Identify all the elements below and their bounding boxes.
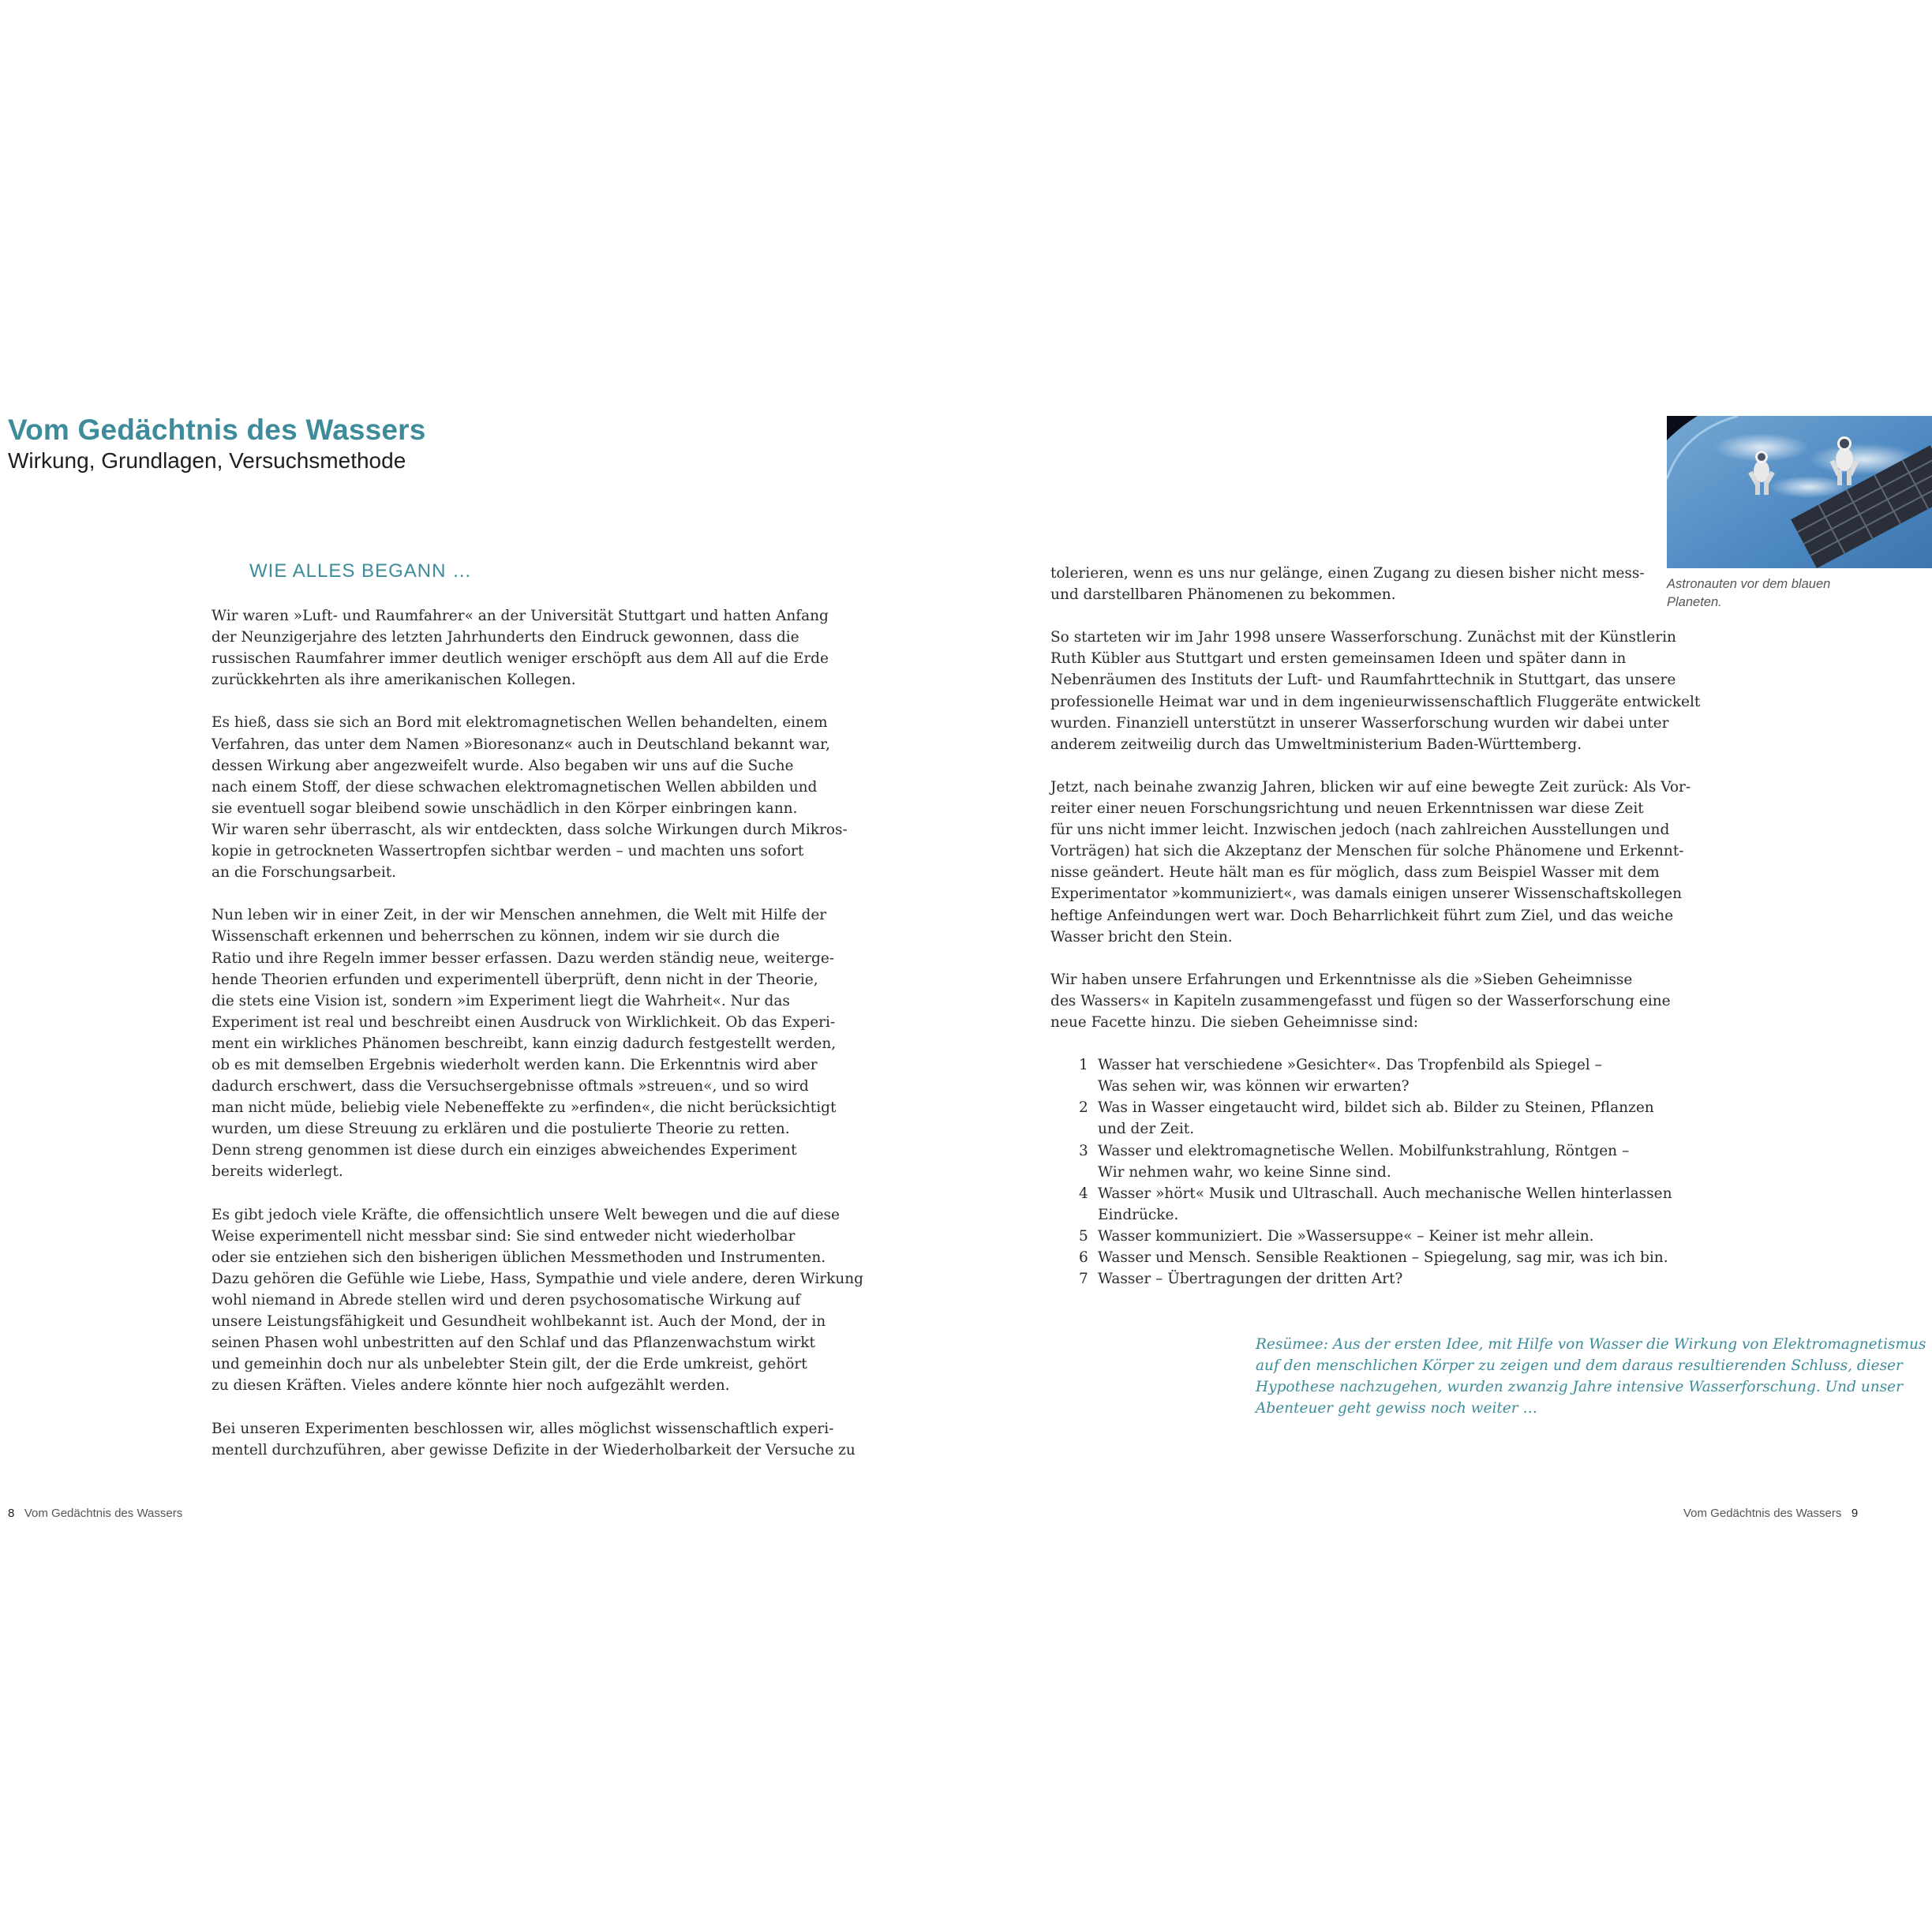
secret-number: 1 [1079,1057,1088,1074]
text-line: russischen Raumfahrer immer deutlich weniger erschöpft aus dem All auf die Erde [212,650,829,668]
text-line: Wir waren sehr überrascht, als wir entdeckten, dass solche Wirkungen durch Mikros- [212,821,848,838]
secret-list-item [1050,1118,1700,1140]
text-line: Ruth Kübler aus Stuttgart und ersten gemeinsamen Ideen und später dann in [1050,650,1627,668]
resume-line: Resümee: Aus der ersten Idee, mit Hilfe von Wasser die Wirkung von Elektromagnetismus [1256,1336,1926,1353]
left-paragraph [212,1204,863,1397]
text-line: dadurch erschwert, dass die Versuchsergebnisse oftmals »streuen«, und so wird [212,1078,809,1095]
text-line: reiter einer neuen Forschungsrichtung und neuen Erkenntnissen war diese Zeit [1050,800,1644,818]
text-line: Vorträgen) hat sich die Akzeptanz der Menschen für solche Phänomene und Erkennt- [1050,843,1684,860]
text-line: sie eventuell sogar bleibend sowie unschädlich in den Körper einbringen kann. [212,799,798,817]
text-line: Experiment ist real und beschreibt einen Ausdruck von Wirklichkeit. Ob das Experi- [212,1013,836,1031]
page-number-right: 9 [1851,1507,1859,1520]
text-line: heftige Anfeindungen wert war. Doch Beharrlichkeit führt zum Ziel, und das weiche [1050,907,1674,924]
right-paragraph [1050,563,1700,605]
text-line: Jetzt, nach beinahe zwanzig Jahren, blicken wir auf eine bewegte Zeit zurück: Als Vor- [1050,778,1691,796]
secret-text: Wasser »hört« Musik und Ultraschall. Auch mechanische Wellen hinterlassen [1098,1185,1672,1202]
secret-text: und der Zeit. [1098,1121,1195,1138]
text-line: der Neunzigerjahre des letzten Jahrhunderts den Eindruck gewonnen, dass die [212,629,799,646]
secret-text: Was sehen wir, was können wir erwarten? [1098,1078,1410,1095]
text-line: Wissenschaft erkennen und beherrschen zu können, indem wir sie durch die [212,928,780,945]
text-line: wohl niemand in Abrede stellen wird und deren psychosomatische Wirkung auf [212,1292,801,1309]
text-line: Nebenräumen des Instituts der Luft- und Raumfahrttechnik in Stuttgart, das unsere [1050,672,1676,689]
text-line: kopie in getrockneten Wassertropfen sichtbar werden – und machten uns sofort [212,843,804,860]
secret-list-item [1050,1054,1700,1076]
text-line: des Wassers« in Kapiteln zusammengefasst und fügen so der Wasserforschung eine [1050,992,1671,1009]
text-line: Wir waren »Luft- und Raumfahrer« an der Universität Stuttgart und hatten Anfang [212,608,829,624]
secret-list-item [1050,1140,1700,1162]
text-line: ob es mit demselben Ergebnis wiederholt werden kann. Die Erkenntnis wird aber [212,1056,818,1073]
text-line: professionelle Heimat war und in dem ingenieurwissenschaftlich Fluggeräte entwickelt [1050,693,1701,710]
resume-line: Hypothese nachzugehen, wurden zwanzig Jahre intensive Wasserforschung. Und unser [1256,1379,1903,1396]
text-line: anderem zeitweilig durch das Umweltministerium Baden-Württemberg. [1050,736,1582,753]
text-line: seinen Phasen wohl unbestritten auf den Schlaf und das Pflanzenwachstum wirkt [212,1335,815,1352]
page-title: Vom Gedächtnis des Wassers [8,414,426,446]
text-line: wurden. Finanziell unterstützt in unserer Wasserforschung wurden wir dabei unter [1050,714,1669,732]
secret-list-item [1050,1247,1700,1268]
secret-list-item [1050,1226,1700,1247]
text-line: für uns nicht immer leicht. Inzwischen jedoch (nach zahlreichen Ausstellungen und [1050,822,1670,839]
footer-title-left: Vom Gedächtnis des Wassers [24,1507,183,1520]
footer-left [8,1507,182,1520]
text-line: hende Theorien erfunden und experimentell überprüft, denn nicht in der Theorie, [212,971,818,988]
secret-list-item [1050,1076,1700,1097]
astronauts-illustration [1667,416,1932,568]
secret-text: Wasser – Übertragungen der dritten Art? [1098,1271,1403,1288]
left-paragraph [212,904,863,1182]
astronauts-earth-image [1667,416,1932,568]
section-heading: WIE ALLES BEGANN … [249,560,473,582]
left-paragraph [212,605,863,691]
text-line: Dazu gehören die Gefühle wie Liebe, Hass, Sympathie und viele andere, deren Wirkung [212,1270,864,1287]
secret-text: Was in Wasser eingetaucht wird, bildet sich ab. Bilder zu Steinen, Pflanzen [1098,1099,1654,1117]
text-line: oder sie entziehen sich den bisherigen üblichen Messmethoden und Instrumenten. [212,1249,826,1266]
left-paragraph [212,712,863,883]
left-text-column [212,605,863,1482]
secret-number: 5 [1079,1227,1088,1245]
text-line: neue Facette hinzu. Die sieben Geheimnisse sind: [1050,1013,1419,1031]
secret-number: 7 [1079,1271,1088,1288]
page-subtitle: Wirkung, Grundlagen, Versuchsmethode [8,448,406,473]
page-number-left: 8 [8,1507,15,1520]
text-line: die stets eine Vision ist, sondern »im Experiment liegt die Wahrheit«. Nur das [212,992,790,1009]
right-paragraph [1050,627,1700,755]
text-line: und darstellbaren Phänomenen zu bekommen. [1050,586,1396,604]
text-line: an die Forschungsarbeit. [212,864,397,882]
text-line: ment ein wirkliches Phänomen beschreibt, kann einzig dadurch festgestellt werden, [212,1035,837,1052]
secret-list-item [1050,1183,1700,1204]
text-line: mentell durchzuführen, aber gewisse Defizite in der Wiederholbarkeit der Versuche zu [212,1441,856,1458]
text-line: unsere Leistungsfähigkeit und Gesundheit wohlbekannt ist. Auch der Mond, der in [212,1313,826,1331]
text-line: tolerieren, wenn es uns nur gelänge, einen Zugang zu diesen bisher nicht mess- [1050,565,1645,582]
resume-note [1256,1334,1926,1419]
caption-line-1: Astronauten vor dem blauen [1667,577,1831,591]
text-line: Es hieß, dass sie sich an Bord mit elektromagnetischen Wellen behandelten, einem [212,714,828,732]
caption-line-2: Planeten. [1667,595,1722,609]
right-paragraph [1050,777,1700,948]
text-line: So starteten wir im Jahr 1998 unsere Wasserforschung. Zunächst mit der Künstlerin [1050,629,1676,646]
secret-number: 6 [1079,1249,1088,1266]
text-line: Experimentator »kommuniziert«, was damals einigen unserer Wissenschaftskollegen [1050,886,1683,903]
secret-text: Wir nehmen wahr, wo keine Sinne sind. [1098,1163,1391,1181]
text-line: Ratio und ihre Regeln immer besser erfassen. Dazu werden ständig neue, weiterge- [212,949,835,967]
right-text-column [1050,563,1700,1290]
text-line: Denn streng genommen ist diese durch ein einziges abweichendes Experiment [212,1142,797,1159]
secret-number: 3 [1079,1142,1088,1159]
footer-title-right: Vom Gedächtnis des Wassers [1683,1507,1842,1520]
text-line: wurden, um diese Streuung zu erklären und die postulierte Theorie zu retten. [212,1121,790,1138]
secret-number: 2 [1079,1099,1088,1117]
footer-right [1683,1507,1858,1520]
text-line: zurückkehrten als ihre amerikanischen Kollegen. [212,672,576,689]
text-line: Verfahren, das unter dem Namen »Bioresonanz« auch in Deutschland bekannt war, [212,736,830,753]
text-line: dessen Wirkung aber angezweifelt wurde. Also begaben wir uns auf die Suche [212,757,794,774]
secret-list-item [1050,1204,1700,1226]
right-paragraph [1050,969,1700,1033]
text-line: Es gibt jedoch viele Kräfte, die offensichtlich unsere Welt bewegen und die auf diese [212,1206,840,1223]
resume-line: auf den menschlichen Körper zu zeigen und dem daraus resultierenden Schluss, dieser [1256,1357,1903,1375]
secret-text: Eindrücke. [1098,1206,1179,1223]
text-line: Wir haben unsere Erfahrungen und Erkenntnisse als die »Sieben Geheimnisse [1050,971,1633,988]
text-line: zu diesen Kräften. Vieles andere könnte hier noch aufgezählt werden. [212,1377,730,1395]
resume-line: Abenteuer geht gewiss noch weiter … [1256,1400,1537,1417]
left-paragraph [212,1418,863,1461]
secrets-list [1050,1054,1700,1290]
secret-number: 4 [1079,1185,1088,1202]
photo-caption [1667,575,1830,612]
secret-text: Wasser hat verschiedene »Gesichter«. Das Tropfenbild als Spiegel – [1098,1057,1602,1074]
secret-list-item [1050,1162,1700,1183]
secret-text: Wasser kommuniziert. Die »Wassersuppe« – Keiner ist mehr allein. [1098,1227,1594,1245]
text-line: Weise experimentell nicht messbar sind: Sie sind entweder nicht wiederholbar [212,1227,796,1245]
text-line: nach einem Stoff, der diese schwachen elektromagnetischen Wellen abbilden und [212,778,818,796]
text-line: man nicht müde, beliebig viele Nebeneffekte zu »erfinden«, die nicht berücksichtigt [212,1099,837,1117]
text-line: Nun leben wir in einer Zeit, in der wir Menschen annehmen, die Welt mit Hilfe der [212,907,827,924]
text-line: Bei unseren Experimenten beschlossen wir, alles möglichst wissenschaftlich experi- [212,1420,834,1437]
text-line: nisse geändert. Heute hält man es für möglich, dass zum Beispiel Wasser mit dem [1050,864,1660,882]
text-line: bereits widerlegt. [212,1163,343,1181]
secret-text: Wasser und elektromagnetische Wellen. Mobilfunkstrahlung, Röntgen – [1098,1142,1630,1159]
secret-text: Wasser und Mensch. Sensible Reaktionen – Spiegelung, sag mir, was ich bin. [1098,1249,1668,1266]
text-line: Wasser bricht den Stein. [1050,928,1233,945]
secret-list-item [1050,1268,1700,1290]
right-paragraphs [1050,563,1700,1033]
text-line: und gemeinhin doch nur als unbelebter Stein gilt, der die Erde umkreist, gehört [212,1356,807,1373]
secret-list-item [1050,1097,1700,1118]
